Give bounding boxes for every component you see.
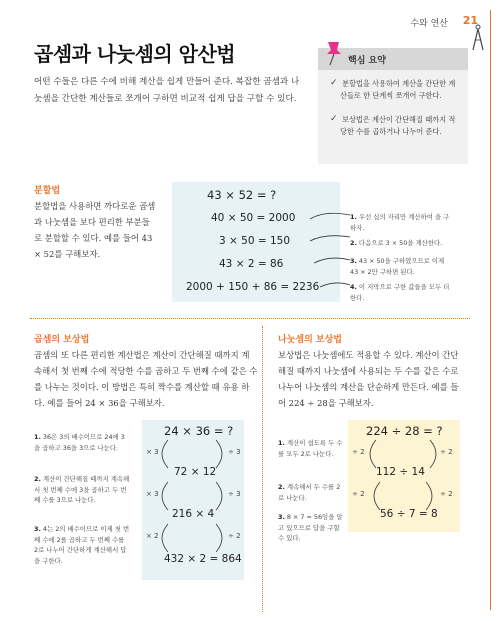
pin-icon <box>324 40 344 66</box>
div-note-2 <box>278 482 344 503</box>
equation: 112 ÷ 14 <box>376 466 425 478</box>
summary-item-text: 분할법을 사용하여 계산을 간단한 계산들로 한 단계씩 쪼개어 구한다. <box>340 79 456 100</box>
page-number: 21 <box>462 14 478 27</box>
equation: 3 × 50 = 150 <box>219 235 291 247</box>
note-text: 8 × 7 = 56임을 알고 있으므로 답을 구할 수 있다. <box>278 513 343 542</box>
note-text: 우선 십의 자리만 계산하여 을 구하자. <box>350 213 450 232</box>
column-divider <box>262 326 263 612</box>
equation: 2000 + 150 + 86 = 2236 <box>186 281 320 293</box>
note-text: 이 지막으로 구한 값들을 모두 더한다. <box>350 283 450 302</box>
mult-note-2 <box>34 474 130 506</box>
equation: 43 × 52 = ? <box>207 188 277 202</box>
note-number: 1. <box>278 439 285 447</box>
note-number: 1. <box>34 433 41 441</box>
div-comp-heading: 나눗셈의 보상법 <box>278 335 342 345</box>
summary-item-1 <box>330 78 462 101</box>
partition-note-2 <box>350 238 450 249</box>
partition-note-1 <box>350 212 450 233</box>
check-icon: ✓ <box>330 78 338 88</box>
partition-arrows <box>280 205 355 300</box>
section-divider <box>30 318 470 319</box>
note-text: 계속해서 두 수를 2로 나눈다. <box>278 483 341 502</box>
compass-icon <box>470 24 486 52</box>
left-op: × 3 <box>146 490 159 498</box>
right-op: ÷ 3 <box>228 448 241 456</box>
equation: 216 × 4 <box>172 508 215 520</box>
equation: 432 × 2 = 864 <box>164 553 242 565</box>
note-number: 2. <box>350 239 357 247</box>
partition-note-4 <box>350 282 450 303</box>
right-op: ÷ 2 <box>228 532 241 540</box>
left-op: × 3 <box>146 448 159 456</box>
left-op: × 2 <box>146 532 159 540</box>
summary-box <box>318 48 468 164</box>
mult-comp-body: 곱셈의 또 다른 편리한 계산법은 계산이 간단해질 때까지 계 속해서 첫 번째 수에 적당한 수를 곱하고 두 번째 수에 같은 수를 나누는 것이다. 이 방법은 특히 짝수를 계산할 때 유용 하다. 예를 들어 24 × 36을 구해보자. <box>34 350 258 408</box>
div-note-3 <box>278 512 344 544</box>
summary-item-text: 보상법은 계산이 간단해질 때까지 적당한 수를 곱하거나 나누어 준다. <box>340 115 456 136</box>
note-number: 1. <box>350 213 357 221</box>
div-arc-arrows <box>356 436 456 516</box>
equation: 24 × 36 = ? <box>164 424 234 438</box>
div-note-1 <box>278 438 344 459</box>
check-icon: ✓ <box>330 114 338 124</box>
section-label: 수와 연산 <box>410 19 448 29</box>
right-op: ÷ 3 <box>228 490 241 498</box>
mult-comp-heading: 곱셈의 보상법 <box>34 335 90 345</box>
note-number: 3. <box>34 525 41 533</box>
div-comp-body: 보상법은 나눗셈에도 적용할 수 있다. 계산이 간단해질 때까지 나눗셈에 사용되는 두 수를 같은 수로 나누어 나눗셈의 계산을 단순하게 만든다. 예를 들어 224 ÷ 28을 구해보자. <box>278 350 459 408</box>
note-text: 36은 3의 배수이므로 24에 3을 곱하고 36을 3으로 나눈다. <box>34 433 125 452</box>
note-text: 다음으로 3 × 50을 계산한다. <box>358 239 443 247</box>
equation: 224 ÷ 28 = ? <box>366 424 443 438</box>
partition-body: 분할법을 사용하면 까다로운 곱셈과 나눗셈을 보다 편리한 부분들로 분할할 수 있다. 예를 들어 43 × 52를 구해보자. <box>34 201 156 259</box>
partition-heading: 분할법 <box>34 186 61 196</box>
left-op: ÷ 2 <box>352 490 365 498</box>
summary-title: 핵심 요약 <box>348 56 386 66</box>
note-text: 계산이 쉽도록 두 수를 모두 2로 나눈다. <box>278 439 343 458</box>
equation: 43 × 2 = 86 <box>219 258 284 270</box>
mult-note-3 <box>34 524 130 566</box>
right-op: ÷ 2 <box>440 448 453 456</box>
intro-paragraph: 어떤 수들은 다른 수에 비해 계산을 쉽게 만들어 준다. 복잡한 곱셈과 나눗셈을 간단한 계산들로 쪼개어 구하면 비교적 쉽게 답을 구할 수 있다. <box>34 77 300 104</box>
left-op: ÷ 2 <box>352 448 365 456</box>
mult-arc-arrows <box>150 436 240 556</box>
mult-note-1 <box>34 432 130 453</box>
note-text: 43 × 50을 구하였으므로 이제 43 × 2만 구하면 된다. <box>350 257 445 276</box>
summary-item-2 <box>330 114 462 137</box>
note-number: 4. <box>350 283 357 291</box>
note-number: 2. <box>278 483 285 491</box>
note-number: 3. <box>278 513 285 521</box>
note-number: 3. <box>350 257 357 265</box>
equation: 56 ÷ 7 = 8 <box>380 508 438 520</box>
partition-note-3 <box>350 256 450 277</box>
header-rule <box>490 10 491 610</box>
note-text: 4는 2의 배수이므로 이제 첫 번째 수에 2를 곱하고 두 번째 수를 2로 나누어 간단하게 계산해서 답을 구한다. <box>34 525 130 565</box>
equation: 72 × 12 <box>174 466 217 478</box>
page-title: 곱셈과 나눗셈의 암산법 <box>34 42 236 66</box>
right-op: ÷ 2 <box>440 490 453 498</box>
note-number: 2. <box>34 475 41 483</box>
equation: 40 × 50 = 2000 <box>211 212 296 224</box>
note-text: 계산이 간단해질 때까지 계속해서 첫 번째 수에 3을 곱하고 두 번째 수를 3으로 나눈다. <box>34 475 130 504</box>
